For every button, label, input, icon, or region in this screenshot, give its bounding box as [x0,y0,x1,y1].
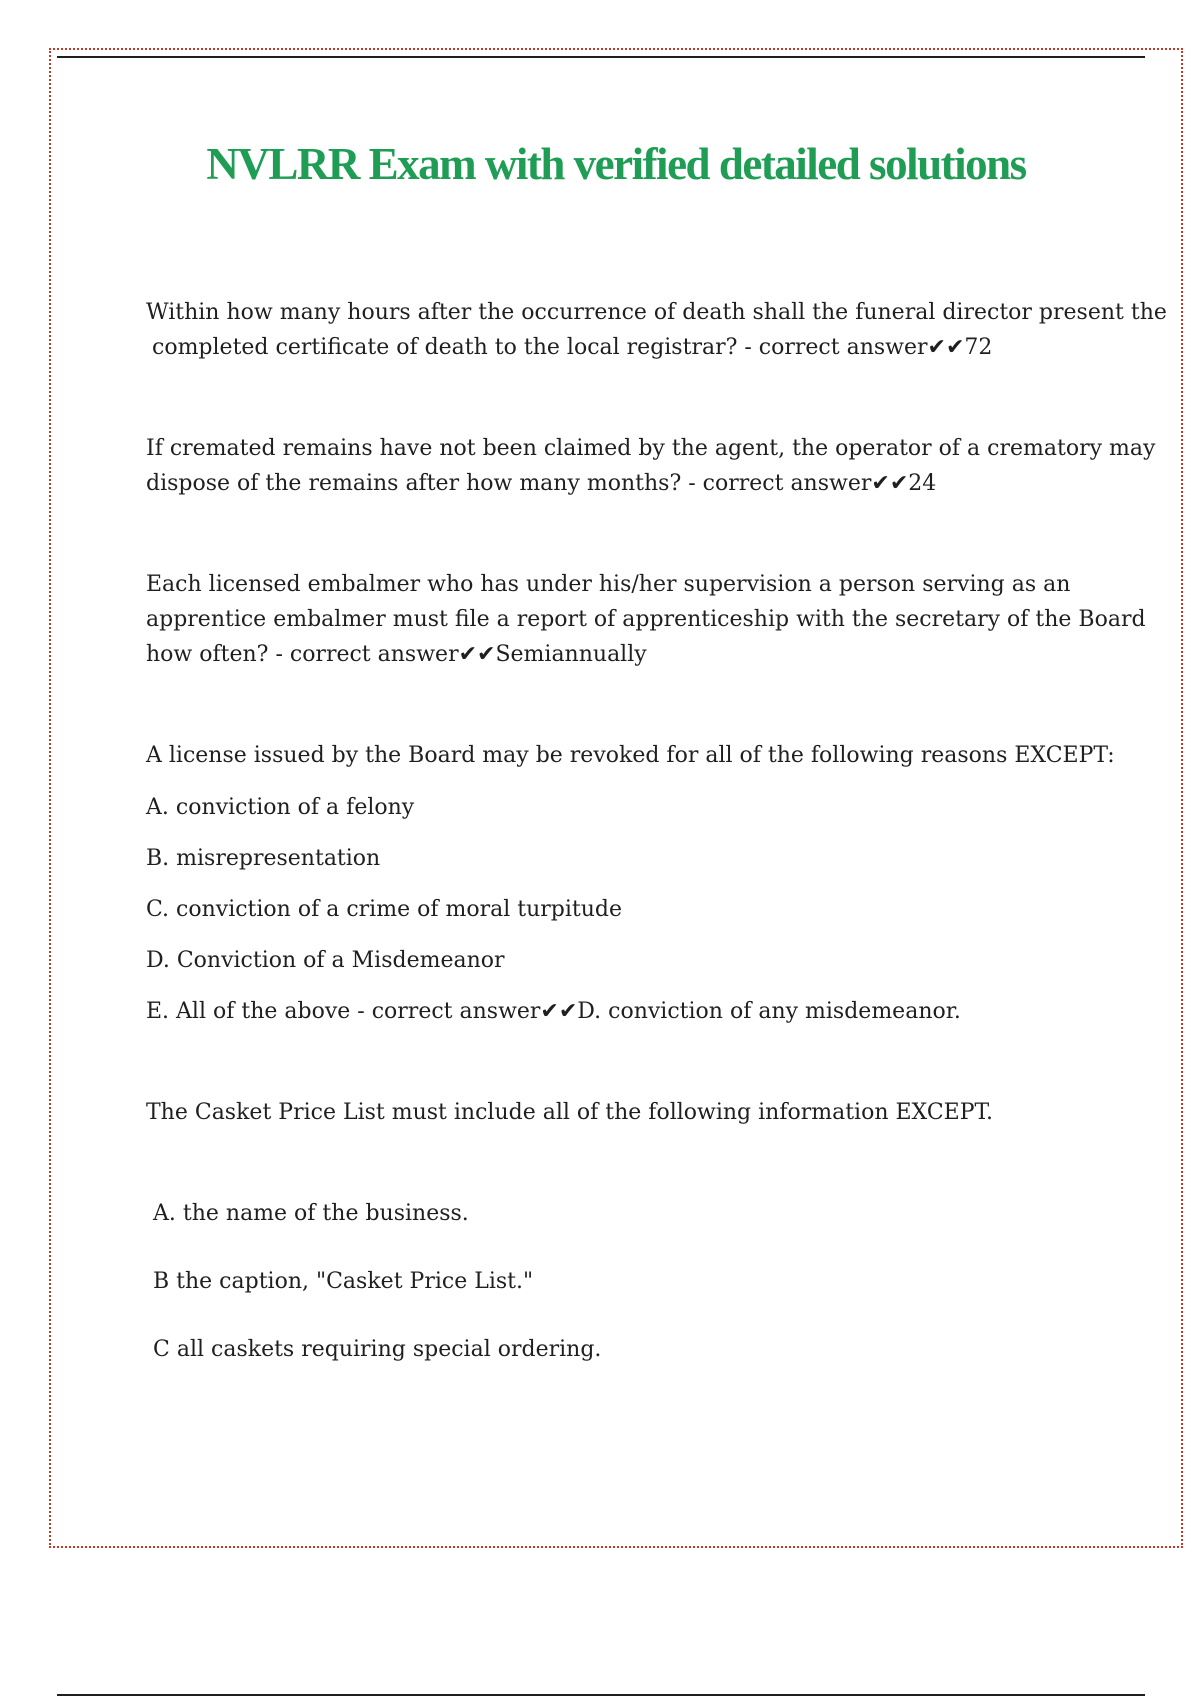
bottom-rule [57,1694,1145,1696]
question-4-option-b: B. misrepresentation [146,846,381,871]
question-2-line-2: dispose of the remains after how many months? - correct answer✔✔24 [146,471,937,496]
question-5-option-a: A. the name of the business. [153,1201,469,1226]
question-2-line-1: If cremated remains have not been claimed by the agent, the operator of a crematory may [146,436,1156,461]
question-4 [146,738,1115,1029]
document-body [146,295,1167,1433]
top-rule [57,56,1145,58]
question-3 [146,567,1146,672]
question-5-option-b: B the caption, "Casket Price List." [153,1269,534,1294]
question-1-line-1: Within how many hours after the occurrence of death shall the funeral director present the [146,300,1167,325]
question-5 [146,1095,1106,1367]
question-4-option-e: E. All of the above - correct answer✔✔D. conviction of any misdemeanor. [146,999,961,1024]
question-3-line-2: apprentice embalmer must file a report of apprenticeship with the secretary of the Board [146,607,1146,632]
question-3-line-3: how often? - correct answer✔✔Semiannually [146,642,647,667]
document-title: NVLRR Exam with verified detailed solutions [206,139,1026,189]
question-1-line-2: completed certificate of death to the local registrar? - correct answer✔✔72 [152,335,993,360]
question-1 [146,295,1167,365]
question-3-line-1: Each licensed embalmer who has under his/her supervision a person serving as an [146,572,1071,597]
question-4-option-c: C. conviction of a crime of moral turpitude [146,897,622,922]
question-4-text: A license issued by the Board may be revoked for all of the following reasons EXCEPT: [146,743,1115,768]
question-2 [146,431,1156,501]
question-4-option-d: D. Conviction of a Misdemeanor [146,948,505,973]
question-5-option-c: C all caskets requiring special ordering. [153,1337,602,1362]
question-4-option-a: A. conviction of a felony [146,795,415,820]
question-5-text: The Casket Price List must include all of the following information EXCEPT. [146,1100,993,1125]
